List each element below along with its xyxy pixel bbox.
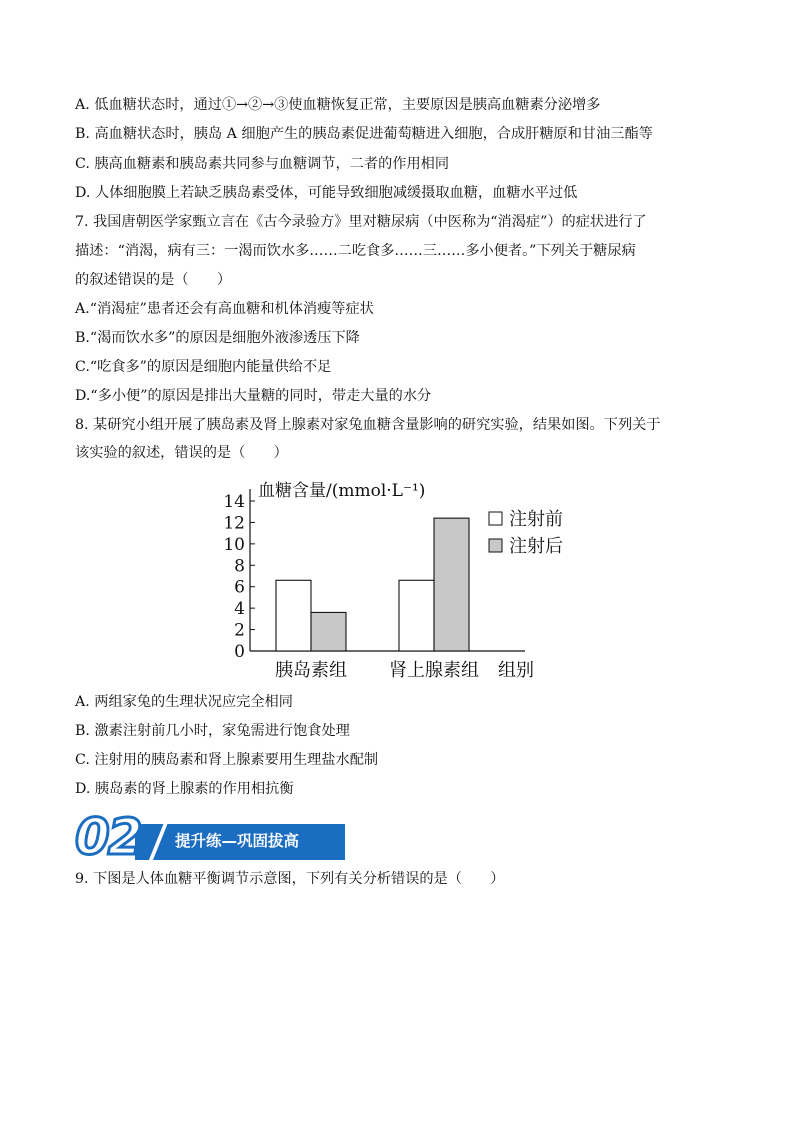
x-axis-label: 组别 xyxy=(498,660,534,681)
legend-label: 注射前 xyxy=(509,509,563,530)
legend-swatch xyxy=(489,539,502,552)
blood-glucose-bar-chart xyxy=(200,476,600,686)
y-tick-label: 10 xyxy=(223,534,245,555)
q6-option-c: C. 胰高血糖素和胰岛素共同参与血糖调节，二者的作用相同 xyxy=(75,156,450,172)
q7-option-b: B.“渴而饮水多”的原因是细胞外液渗透压下降 xyxy=(75,330,360,346)
q6-option-b: B. 高血糖状态时，胰岛 A 细胞产生的胰岛素促进葡萄糖进入细胞，合成肝糖原和甘油三酯等 xyxy=(75,126,653,142)
q7-option-d: D.“多小便”的原因是排出大量糖的同时，带走大量的水分 xyxy=(75,388,432,404)
y-tick-label: 4 xyxy=(234,599,245,620)
q8-stem-line-2: 该实验的叙述，错误的是（ ） xyxy=(75,445,288,461)
bar-2-2 xyxy=(434,518,469,651)
section-banner xyxy=(75,808,345,866)
bar-1-2 xyxy=(311,612,346,651)
q7-stem-line-2: 描述：“消渴，病有三：一渴而饮水多……二吃食多……三……多小便者。”下列关于糖尿病 xyxy=(75,243,636,259)
q7-stem-line-3: 的叙述错误的是（ ） xyxy=(75,272,232,288)
bar-1-1 xyxy=(276,580,311,651)
q8-stem-line-1: 8. 某研究小组开展了胰岛素及肾上腺素对家兔血糖含量影响的研究实验，结果如图。下列关于 xyxy=(75,417,661,433)
bar-2-1 xyxy=(399,580,434,651)
x-category-label: 胰岛素组 xyxy=(275,660,347,681)
q6-option-d: D. 人体细胞膜上若缺乏胰岛素受体，可能导致细胞减缓摄取血糖，血糖水平过低 xyxy=(75,185,578,201)
q7-stem-line-1: 7. 我国唐朝医学家甄立言在《古今录验方》里对糖尿病（中医称为“消渴症”）的症状进行了 xyxy=(75,214,647,230)
y-axis-label: 血糖含量/(mmol·L⁻¹) xyxy=(258,481,426,501)
q8-option-c: C. 注射用的胰岛素和肾上腺素要用生理盐水配制 xyxy=(75,752,379,768)
y-tick-label: 14 xyxy=(223,492,245,512)
y-tick-label: 6 xyxy=(234,577,245,598)
legend-swatch xyxy=(489,512,502,525)
q8-option-b: B. 激素注射前几小时，家兔需进行饱食处理 xyxy=(75,723,350,739)
q6-option-a: A. 低血糖状态时，通过①→②→③使血糖恢复正常，主要原因是胰高血糖素分泌增多 xyxy=(75,97,601,113)
legend-label: 注射后 xyxy=(509,536,563,557)
q7-option-c: C.“吃食多”的原因是细胞内能量供给不足 xyxy=(75,359,332,375)
y-tick-label: 0 xyxy=(234,642,245,662)
q7-option-a: A.“消渴症”患者还会有高血糖和机体消瘦等症状 xyxy=(75,301,374,317)
banner-title: 提升练—巩固拔高 xyxy=(175,832,300,850)
q8-option-d: D. 胰岛素的肾上腺素的作用相抗衡 xyxy=(75,781,294,797)
x-category-label: 肾上腺素组 xyxy=(389,660,479,681)
banner-number: 02 xyxy=(75,808,141,866)
y-tick-label: 12 xyxy=(223,513,245,534)
q8-option-a: A. 两组家兔的生理状况应完全相同 xyxy=(75,694,293,710)
y-tick-label: 2 xyxy=(234,620,245,641)
y-tick-label: 8 xyxy=(234,556,245,577)
q9-stem: 9. 下图是人体血糖平衡调节示意图，下列有关分析错误的是（ ） xyxy=(75,871,505,887)
